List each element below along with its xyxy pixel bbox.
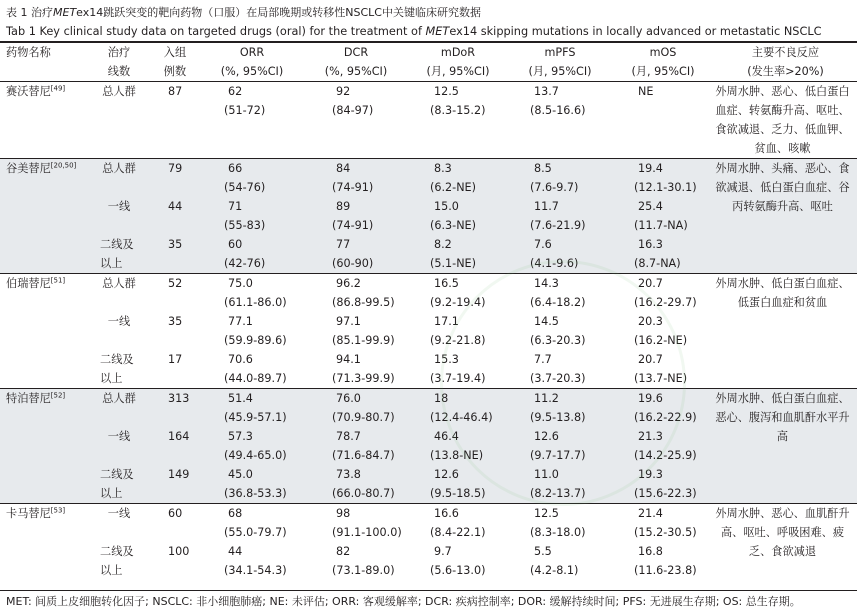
mdor-ci: (13.8-NE) — [430, 449, 484, 462]
orr-value: 77.1 — [228, 315, 253, 328]
header-line: 治疗 线数 — [88, 43, 150, 82]
drug-name: 伯瑞替尼 — [6, 277, 51, 290]
mdor-cell — [408, 389, 508, 428]
dcr-ci: (73.1-89.0) — [332, 564, 395, 577]
mdor-value: 8.3 — [434, 162, 452, 175]
header-dcr: DCR (%, 95%CI) — [304, 43, 408, 82]
mdor-ci: (9.2-21.8) — [430, 334, 486, 347]
mdor-cell — [408, 504, 508, 543]
table-footnote: MET: 间质上皮细胞转化因子; NSCLC: 非小细胞肺癌; NE: 未评估; ORR: 客观缓解率; DCR: 疾病控制率; DOR: 缓解持续时间; PFS: 无进展生存期; OS: 总生存期。 — [6, 595, 801, 608]
mdor-ci: (5.1-NE) — [430, 257, 476, 270]
treatment-line: 二线及以上 — [100, 353, 134, 385]
orr-ci: (36.8-53.3) — [224, 487, 287, 500]
treatment-line: 二线及以上 — [88, 235, 150, 274]
mpfs-value: 8.5 — [534, 162, 552, 175]
mpfs-ci: (8.2-13.7) — [530, 487, 586, 500]
mdor-cell — [408, 312, 508, 350]
orr-value: 62 — [228, 85, 243, 98]
dcr-cell — [304, 465, 408, 504]
orr-ci: (44.0-89.7) — [224, 372, 287, 385]
dcr-cell — [304, 427, 408, 465]
title-en-prefix: Tab 1 Key clinical study data on targeted drugs (oral) for the treatment of — [6, 25, 426, 38]
orr-ci: (55.0-79.7) — [224, 526, 287, 539]
table-row — [0, 82, 857, 159]
adverse-events-cell: 外周水肿、恶心、低白蛋白血症、转氨酶升高、呕吐、食欲减退、乏力、低血钾、贫血、咳嗽 — [715, 85, 850, 155]
dcr-value: 89 — [336, 200, 351, 213]
dcr-value: 94.1 — [336, 353, 361, 366]
treatment-line: 总人群 — [88, 159, 150, 198]
enrolled-count: 100 — [168, 545, 190, 558]
dcr-ci: (60-90) — [332, 257, 374, 270]
mpfs-cell — [508, 465, 612, 504]
mpfs-cell — [508, 82, 612, 159]
table-row — [0, 159, 857, 198]
drug-reference: [20,50] — [50, 161, 77, 170]
title-en-suffix: ex14 skipping mutations in locally advanced or metastatic NSCLC — [449, 25, 822, 38]
mos-cell — [612, 235, 714, 274]
mdor-ci: (12.4-46.4) — [430, 411, 493, 424]
adverse-events-cell: 外周水肿、恶心、血肌酐升高、呕吐、呼吸困难、疲乏、食欲减退 — [714, 504, 857, 581]
orr-value: 68 — [228, 507, 243, 520]
orr-value: 75.0 — [228, 277, 253, 290]
orr-ci: (42-76) — [224, 257, 266, 270]
mpfs-ci: (6.4-18.2) — [530, 296, 586, 309]
drug-reference: [53] — [50, 506, 66, 515]
orr-value: 51.4 — [228, 392, 253, 405]
orr-value: 70.6 — [228, 353, 253, 366]
enrolled-count: 87 — [168, 85, 183, 98]
enrolled-count: 52 — [150, 274, 200, 313]
orr-ci: (49.4-65.0) — [224, 449, 287, 462]
mdor-ci: (9.2-19.4) — [430, 296, 486, 309]
dcr-ci: (74-91) — [332, 219, 374, 232]
treatment-line: 总人群 — [88, 274, 150, 313]
mos-cell — [612, 159, 714, 198]
mdor-value: 15.3 — [434, 353, 459, 366]
mpfs-value: 12.5 — [534, 507, 559, 520]
mos-cell — [612, 542, 714, 580]
mdor-cell — [408, 82, 508, 159]
mos-value: 19.4 — [638, 162, 663, 175]
drug-reference: [51] — [50, 276, 66, 285]
orr-cell — [200, 274, 304, 313]
mpfs-value: 14.3 — [534, 277, 559, 290]
dcr-value: 77 — [336, 238, 351, 251]
orr-cell — [200, 504, 304, 543]
mpfs-cell — [508, 159, 612, 198]
orr-cell — [200, 465, 304, 504]
mos-value: 21.3 — [638, 430, 663, 443]
dcr-cell — [304, 350, 408, 389]
enrolled-count: 44 — [150, 197, 200, 235]
orr-ci: (54-76) — [224, 181, 266, 194]
dcr-cell — [304, 389, 408, 428]
treatment-line: 一线 — [88, 427, 150, 465]
mdor-value: 12.6 — [434, 468, 459, 481]
dcr-cell — [304, 159, 408, 198]
mpfs-ci: (3.7-20.3) — [530, 372, 586, 385]
mos-cell — [612, 197, 714, 235]
mdor-ci: (6.3-NE) — [430, 219, 476, 232]
title-en-gene: MET — [425, 25, 450, 38]
orr-cell — [200, 542, 304, 580]
treatment-line: 二线及以上 — [100, 545, 134, 577]
enrolled-count: 17 — [168, 353, 183, 366]
mos-cell — [612, 427, 714, 465]
orr-value: 60 — [228, 238, 243, 251]
mdor-value: 16.5 — [434, 277, 459, 290]
orr-value: 71 — [228, 200, 243, 213]
enrolled-count: 35 — [168, 315, 183, 328]
orr-cell — [200, 82, 304, 159]
mpfs-value: 13.7 — [534, 85, 559, 98]
mdor-ci: (8.3-15.2) — [430, 104, 486, 117]
enrolled-count: 35 — [150, 235, 200, 274]
mos-value: 25.4 — [638, 200, 663, 213]
dcr-value: 73.8 — [336, 468, 361, 481]
dcr-cell — [304, 312, 408, 350]
orr-cell — [200, 427, 304, 465]
mos-cell — [612, 82, 714, 159]
dcr-ci: (91.1-100.0) — [332, 526, 402, 539]
dcr-value: 96.2 — [336, 277, 361, 290]
header-orr: ORR (%, 95%CI) — [200, 43, 304, 82]
table-row — [0, 274, 857, 313]
mos-value: 20.7 — [638, 277, 663, 290]
mos-cell — [612, 274, 714, 313]
drug-name: 特泊替尼 — [6, 392, 51, 405]
mpfs-cell — [508, 427, 612, 465]
drug-name-cell — [0, 159, 88, 274]
drug-name: 谷美替尼 — [6, 162, 51, 175]
mos-ci: (15.6-22.3) — [634, 487, 697, 500]
mos-ci: (15.2-30.5) — [634, 526, 697, 539]
drug-name-cell — [0, 274, 88, 389]
table-row — [0, 504, 857, 543]
mos-value: 19.3 — [638, 468, 663, 481]
mpfs-ci: (9.5-13.8) — [530, 411, 586, 424]
mdor-value: 46.4 — [434, 430, 459, 443]
mos-cell — [612, 312, 714, 350]
orr-cell — [200, 350, 304, 389]
dcr-value: 97.1 — [336, 315, 361, 328]
mos-ci: (16.2-NE) — [634, 334, 688, 347]
mpfs-value: 7.6 — [534, 238, 552, 251]
mdor-cell — [408, 235, 508, 274]
dcr-ci: (71.3-99.9) — [332, 372, 395, 385]
mos-ci: (11.6-23.8) — [634, 564, 697, 577]
enrolled-count: 79 — [150, 159, 200, 198]
orr-ci: (51-72) — [224, 104, 266, 117]
mpfs-ci: (8.3-18.0) — [530, 526, 586, 539]
mpfs-cell — [508, 274, 612, 313]
treatment-line: 总人群 — [102, 85, 136, 98]
drug-reference: [52] — [50, 391, 66, 400]
mpfs-cell — [508, 389, 612, 428]
mpfs-value: 11.7 — [534, 200, 559, 213]
mpfs-ci: (9.7-17.7) — [530, 449, 586, 462]
dcr-ci: (84-97) — [332, 104, 374, 117]
mpfs-cell — [508, 312, 612, 350]
mpfs-cell — [508, 197, 612, 235]
mdor-value: 12.5 — [434, 85, 459, 98]
mpfs-ci: (7.6-21.9) — [530, 219, 586, 232]
orr-ci: (61.1-86.0) — [224, 296, 287, 309]
mos-cell — [612, 465, 714, 504]
mdor-cell — [408, 427, 508, 465]
mdor-value: 8.2 — [434, 238, 452, 251]
table-title-chinese — [6, 5, 481, 20]
mdor-cell — [408, 274, 508, 313]
dcr-cell — [304, 235, 408, 274]
mdor-value: 9.7 — [434, 545, 452, 558]
mdor-value: 15.0 — [434, 200, 459, 213]
dcr-value: 92 — [336, 85, 351, 98]
mpfs-ci: (7.6-9.7) — [530, 181, 579, 194]
enrolled-count: 149 — [150, 465, 200, 504]
dcr-value: 78.7 — [336, 430, 361, 443]
mpfs-value: 5.5 — [534, 545, 552, 558]
mpfs-cell — [508, 350, 612, 389]
header-mpfs: mPFS (月, 95%CI) — [508, 43, 612, 82]
title-cn-prefix: 表 1 治疗 — [6, 6, 53, 19]
dcr-ci: (86.8-99.5) — [332, 296, 395, 309]
table-body — [0, 82, 857, 581]
mdor-value: 17.1 — [434, 315, 459, 328]
treatment-line: 一线 — [88, 504, 150, 543]
treatment-line: 二线及以上 — [88, 465, 150, 504]
orr-value: 57.3 — [228, 430, 253, 443]
mdor-cell — [408, 159, 508, 198]
dcr-ci: (66.0-80.7) — [332, 487, 395, 500]
orr-cell — [200, 389, 304, 428]
dcr-value: 98 — [336, 507, 351, 520]
mos-ci: (8.7-NA) — [634, 257, 681, 270]
orr-ci: (34.1-54.3) — [224, 564, 287, 577]
mos-ci: (16.2-29.7) — [634, 296, 697, 309]
dcr-ci: (70.9-80.7) — [332, 411, 395, 424]
mpfs-value: 12.6 — [534, 430, 559, 443]
mpfs-ci: (6.3-20.3) — [530, 334, 586, 347]
orr-ci: (55-83) — [224, 219, 266, 232]
mdor-value: 16.6 — [434, 507, 459, 520]
dcr-ci: (71.6-84.7) — [332, 449, 395, 462]
mpfs-value: 11.0 — [534, 468, 559, 481]
adverse-events-cell: 外周水肿、低白蛋白血症、恶心、腹泻和血肌酐水平升高 — [714, 389, 857, 504]
table-row — [0, 389, 857, 428]
mdor-ci: (8.4-22.1) — [430, 526, 486, 539]
drug-name: 赛沃替尼 — [6, 85, 51, 98]
table-bottom-rule — [0, 590, 857, 591]
mpfs-cell — [508, 542, 612, 580]
mpfs-value: 14.5 — [534, 315, 559, 328]
mos-cell — [612, 350, 714, 389]
orr-ci: (59.9-89.6) — [224, 334, 287, 347]
dcr-cell — [304, 197, 408, 235]
mos-value: 16.8 — [638, 545, 663, 558]
adverse-events-cell: 外周水肿、头痛、恶心、食欲减退、低白蛋白血症、谷丙转氨酶升高、呕吐 — [714, 159, 857, 274]
dcr-cell — [304, 504, 408, 543]
mos-ci: (14.2-25.9) — [634, 449, 697, 462]
orr-cell — [200, 197, 304, 235]
mpfs-value: 11.2 — [534, 392, 559, 405]
mos-cell — [612, 389, 714, 428]
mpfs-cell — [508, 504, 612, 543]
dcr-ci: (85.1-99.9) — [332, 334, 395, 347]
mdor-ci: (5.6-13.0) — [430, 564, 486, 577]
drug-name-cell — [0, 389, 88, 504]
mos-value: 19.6 — [638, 392, 663, 405]
orr-value: 45.0 — [228, 468, 253, 481]
treatment-line: 一线 — [88, 197, 150, 235]
drug-name-cell — [0, 82, 88, 159]
header-n: 入组 例数 — [150, 43, 200, 82]
mos-ci: (13.7-NE) — [634, 372, 688, 385]
clinical-data-table — [0, 43, 857, 580]
mos-value: 20.3 — [638, 315, 663, 328]
mpfs-ci: (4.2-8.1) — [530, 564, 579, 577]
mos-value: NE — [638, 85, 654, 98]
title-cn-gene: MET — [53, 6, 77, 19]
treatment-line: 一线 — [107, 315, 131, 328]
mos-ci: (12.1-30.1) — [634, 181, 697, 194]
mos-value: 20.7 — [638, 353, 663, 366]
mos-ci: (16.2-22.9) — [634, 411, 697, 424]
dcr-ci: (74-91) — [332, 181, 374, 194]
mpfs-value: 7.7 — [534, 353, 552, 366]
mpfs-ci: (4.1-9.6) — [530, 257, 579, 270]
mos-value: 16.3 — [638, 238, 663, 251]
dcr-value: 76.0 — [336, 392, 361, 405]
dcr-value: 84 — [336, 162, 351, 175]
enrolled-count: 60 — [150, 504, 200, 543]
table-title-english — [6, 24, 822, 39]
mdor-ci: (3.7-19.4) — [430, 372, 486, 385]
orr-cell — [200, 159, 304, 198]
dcr-cell — [304, 542, 408, 580]
mos-value: 21.4 — [638, 507, 663, 520]
mpfs-ci: (8.5-16.6) — [530, 104, 586, 117]
adverse-events-cell: 外周水肿、低白蛋白血症、低蛋白血症和贫血 — [714, 274, 857, 389]
orr-cell — [200, 312, 304, 350]
dcr-cell — [304, 274, 408, 313]
drug-name: 卡马替尼 — [6, 507, 51, 520]
mdor-ci: (9.5-18.5) — [430, 487, 486, 500]
orr-value: 44 — [228, 545, 243, 558]
orr-ci: (45.9-57.1) — [224, 411, 287, 424]
header-drug: 药物名称 — [0, 43, 88, 82]
drug-reference: [49] — [50, 84, 66, 93]
header-mdor: mDoR (月, 95%CI) — [408, 43, 508, 82]
mdor-cell — [408, 350, 508, 389]
mdor-value: 18 — [434, 392, 449, 405]
header-mos: mOS (月, 95%CI) — [612, 43, 714, 82]
orr-cell — [200, 235, 304, 274]
orr-value: 66 — [228, 162, 243, 175]
mos-cell — [612, 504, 714, 543]
mos-ci: (11.7-NA) — [634, 219, 688, 232]
title-cn-suffix: ex14跳跃突变的靶向药物（口服）在局部晚期或转移性NSCLC中关键临床研究数据 — [76, 6, 481, 19]
mpfs-cell — [508, 235, 612, 274]
header-row — [0, 43, 857, 82]
dcr-cell — [304, 82, 408, 159]
drug-name-cell — [0, 504, 88, 581]
treatment-line: 总人群 — [88, 389, 150, 428]
enrolled-count: 164 — [150, 427, 200, 465]
mdor-cell — [408, 465, 508, 504]
enrolled-count: 313 — [150, 389, 200, 428]
mdor-cell — [408, 542, 508, 580]
header-adverse-events: 主要不良反应 (发生率>20%) — [714, 43, 857, 82]
mdor-ci: (6.2-NE) — [430, 181, 476, 194]
mdor-cell — [408, 197, 508, 235]
dcr-value: 82 — [336, 545, 351, 558]
